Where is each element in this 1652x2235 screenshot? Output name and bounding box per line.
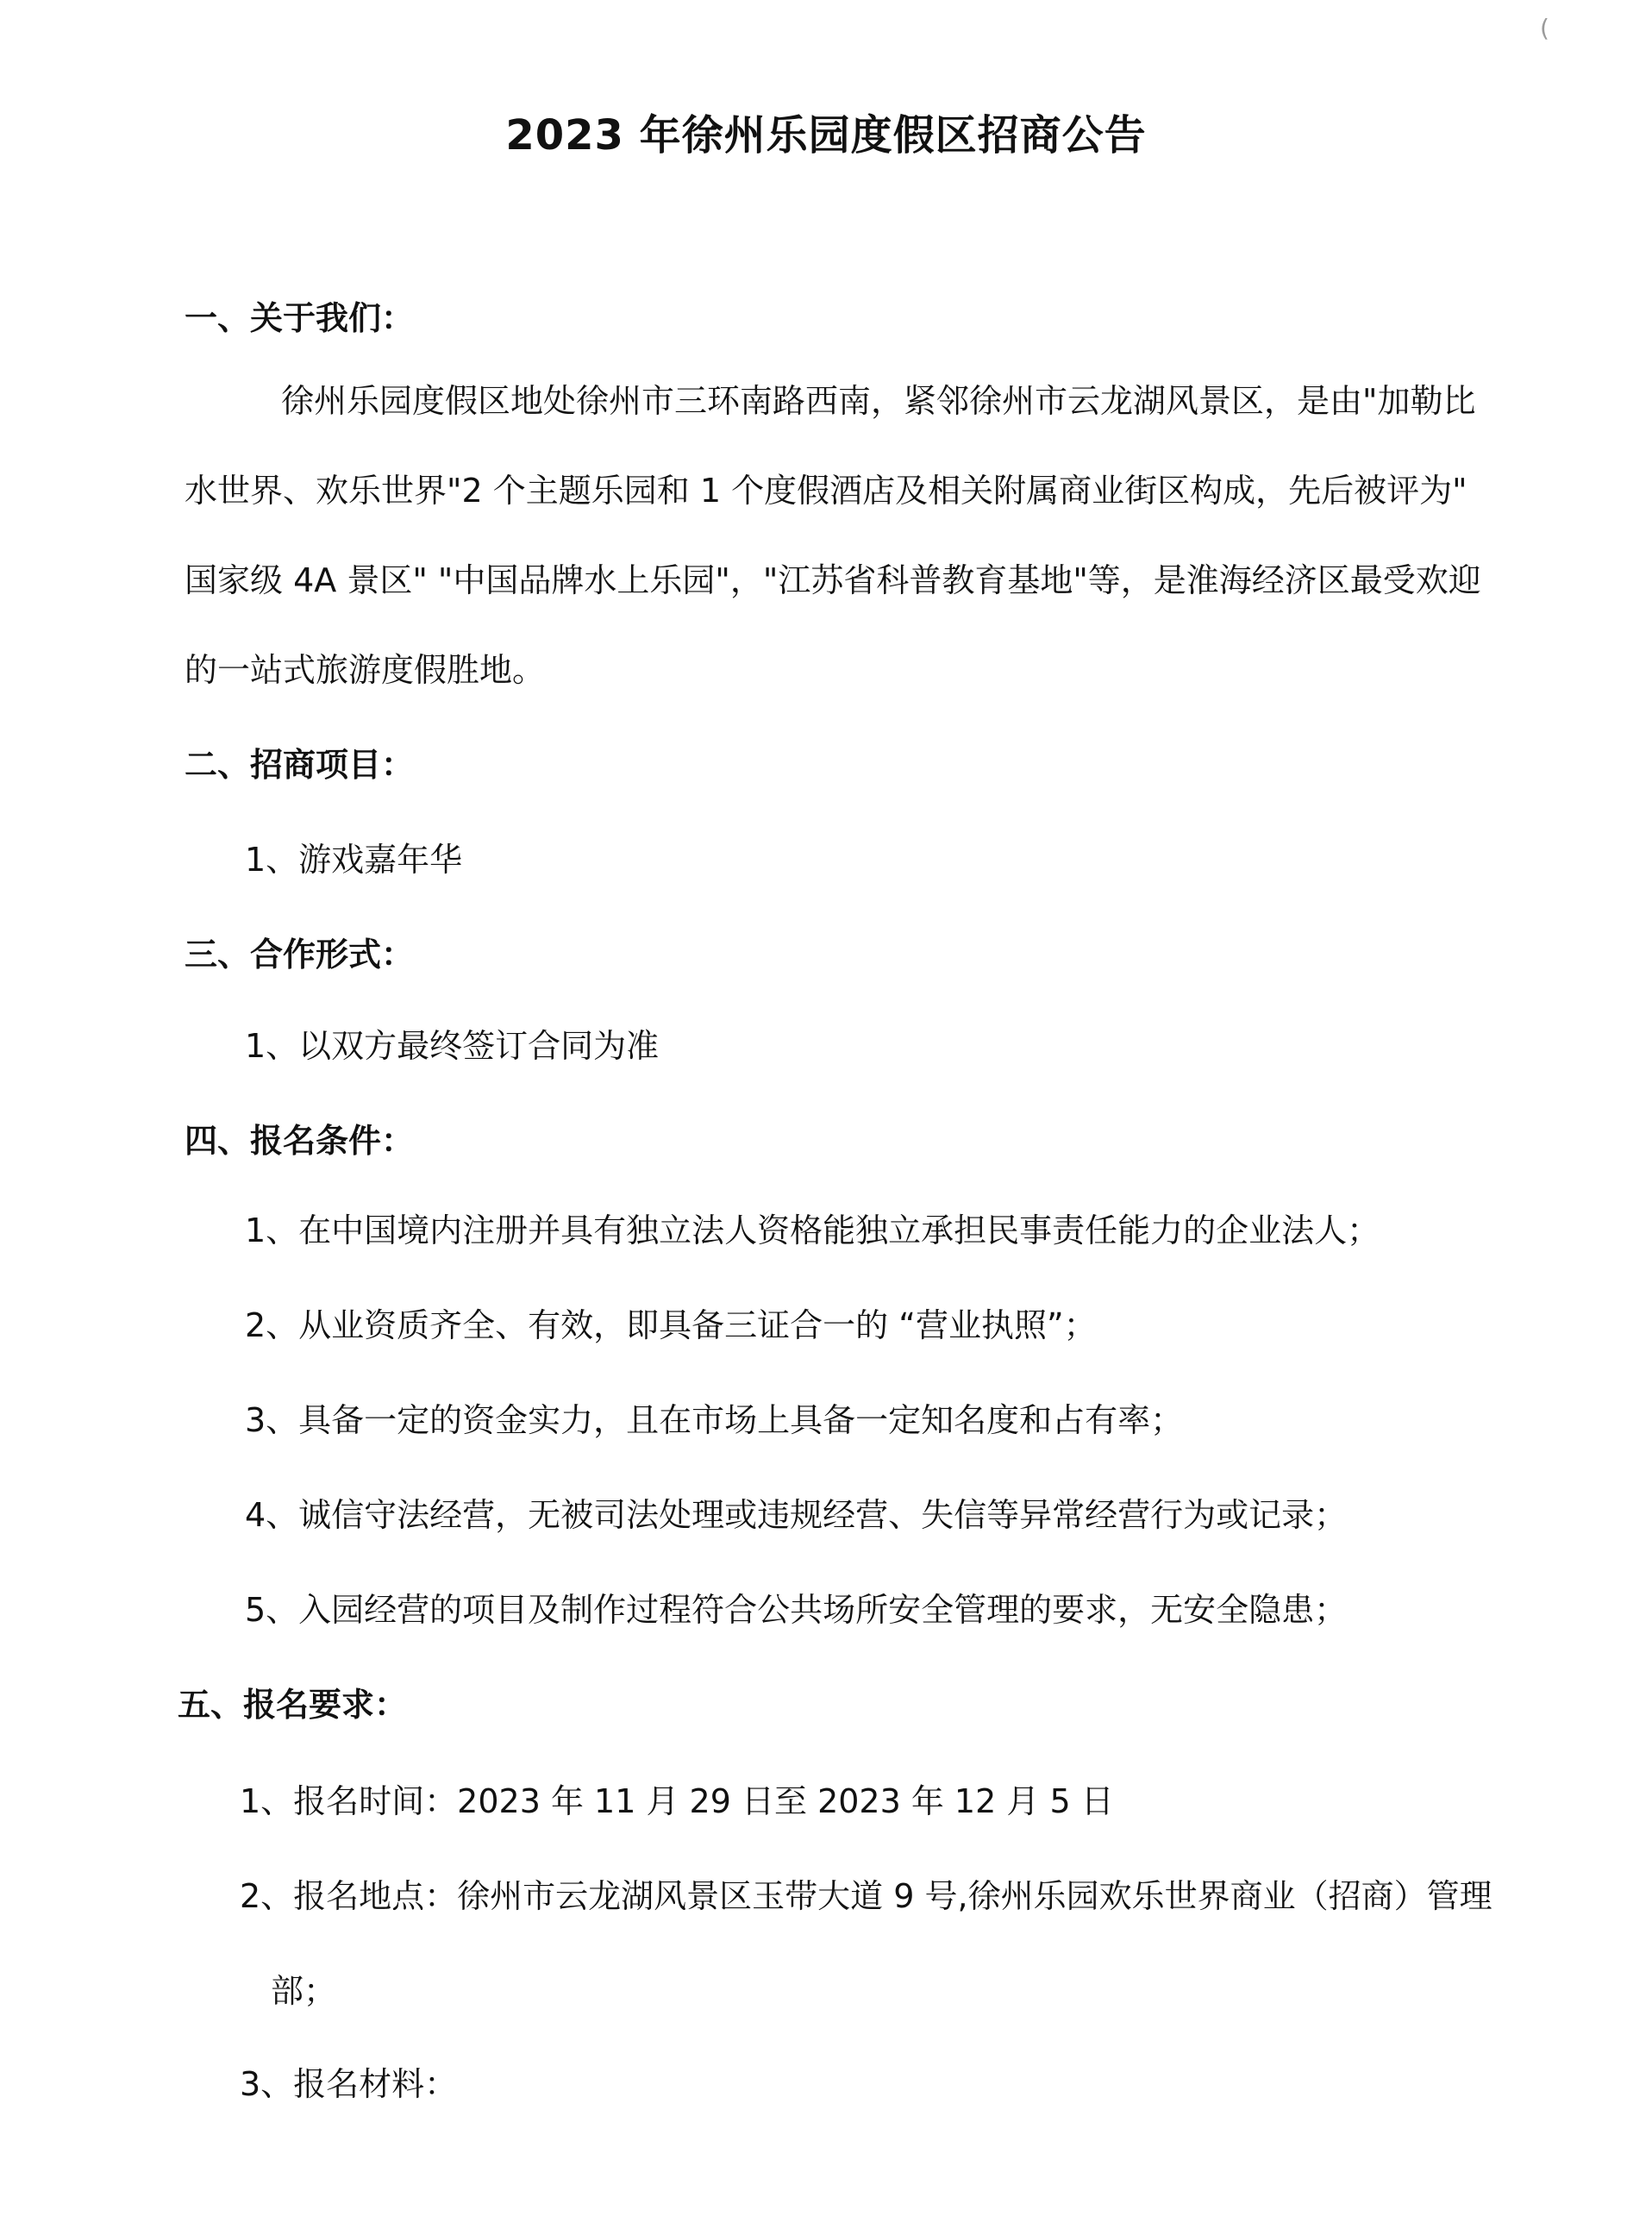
section-projects-heading: 二、招商项目： (185, 746, 415, 784)
about-paragraph-line: 徐州乐园度假区地处徐州市三环南路西南，紧邻徐州市云龙湖风景区，是由"加勒比 (281, 382, 1476, 420)
scan-corner-mark: ( (1540, 14, 1549, 42)
section-about-heading: 一、关于我们： (185, 299, 415, 337)
about-paragraph-line: 水世界、欢乐世界"2 个主题乐园和 1 个度假酒店及相关附属商业街区构成，先后被评为" (185, 472, 1467, 510)
conditions-item: 1、在中国境内注册并具有独立法人资格能独立承担民事责任能力的企业法人； (245, 1211, 1380, 1249)
requirements-item: 2、报名地点：徐州市云龙湖风景区玉带大道 9 号,徐州乐园欢乐世界商业（招商）管理 (240, 1877, 1492, 1915)
requirements-item: 3、报名材料： (240, 2065, 458, 2103)
conditions-item: 5、入园经营的项目及制作过程符合公共场所安全管理的要求，无安全隐患； (245, 1591, 1348, 1629)
about-paragraph-line: 的一站式旅游度假胜地。 (185, 651, 546, 689)
cooperation-item: 1、以双方最终签订合同为准 (245, 1027, 660, 1065)
projects-item: 1、游戏嘉年华 (245, 841, 463, 879)
section-requirements-heading: 五、报名要求： (178, 1686, 408, 1724)
conditions-item: 3、具备一定的资金实力，且在市场上具备一定知名度和占有率； (245, 1401, 1184, 1439)
requirements-item-continuation: 部； (271, 1972, 337, 2010)
about-paragraph-line: 国家级 4A 景区" "中国品牌水上乐园"，"江苏省科普教育基地"等，是淮海经济区最受欢迎 (185, 561, 1481, 599)
conditions-item: 4、诚信守法经营，无被司法处理或违规经营、失信等异常经营行为或记录； (245, 1496, 1348, 1534)
section-conditions-heading: 四、报名条件： (185, 1122, 415, 1160)
requirements-item: 1、报名时间：2023 年 11 月 29 日至 2023 年 12 月 5 日 (240, 1782, 1114, 1820)
section-cooperation-heading: 三、合作形式： (185, 936, 415, 974)
page-title: 2023 年徐州乐园度假区招商公告 (505, 111, 1147, 160)
conditions-item: 2、从业资质齐全、有效，即具备三证合一的 “营业执照”； (245, 1306, 1097, 1344)
